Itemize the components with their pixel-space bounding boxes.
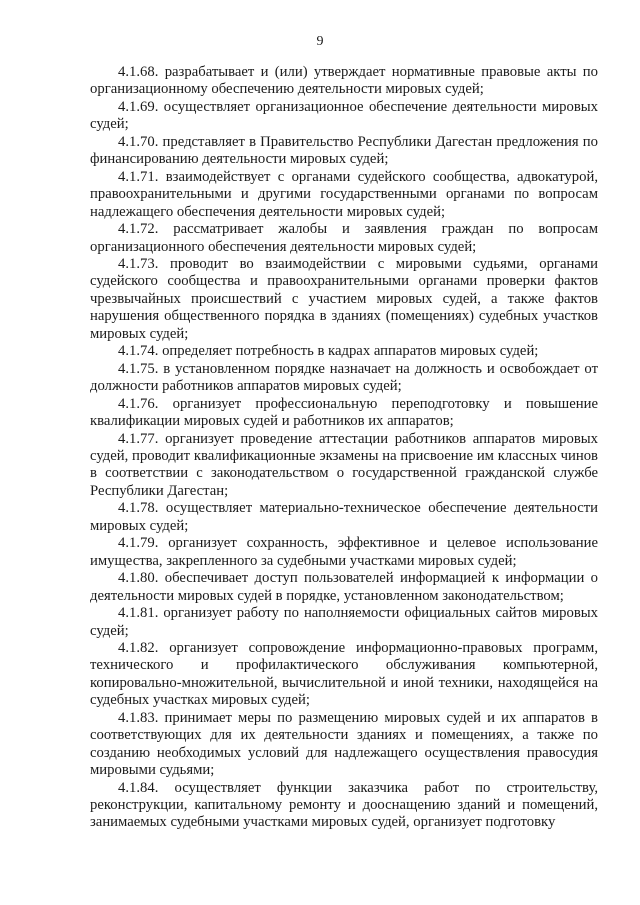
paragraph-4-1-73: 4.1.73. проводит во взаимодействии с мировыми судьями, органами судейского сообщества и правоохранительными органами проверки фактов чрезвычайных происшествий с участием мировых судей, а также фактов нарушения общественного порядка в зданиях (помещениях) судебных участков мировых судей; xyxy=(90,255,598,342)
paragraph-4-1-80: 4.1.80. обеспечивает доступ пользователей информацией к информации о деятельности мировых судей в порядке, установленном законодательством; xyxy=(90,570,598,604)
paragraph-4-1-77: 4.1.77. организует проведение аттестации работников аппаратов мировых судей, проводит квалификационные экзамены на присвоение им классных чинов в соответствии с законодательством о государственной гражданской службе Республики Дагестан; xyxy=(90,430,598,499)
paragraph-4-1-81: 4.1.81. организует работу по наполняемости официальных сайтов мировых судей; xyxy=(90,605,598,639)
paragraph-4-1-69: 4.1.69. осуществляет организационное обеспечение деятельности мировых судей; xyxy=(90,98,598,133)
paragraph-4-1-71: 4.1.71. взаимодействует с органами судейского сообщества, адвокатурой, правоохранительными и другими государственными органами по вопросам надлежащего обеспечения деятельности мировых судей; xyxy=(90,168,598,220)
paragraph-4-1-83: 4.1.83. принимает меры по размещению мировых судей и их аппаратов в соответствующих для их деятельности зданиях и помещениях, а также по созданию необходимых условий для надлежащего осуществления правосудия мировыми судьями; xyxy=(90,709,598,779)
paragraph-4-1-70: 4.1.70. представляет в Правительство Республики Дагестан предложения по финансированию деятельности мировых судей; xyxy=(90,133,598,168)
paragraph-4-1-68: 4.1.68. разрабатывает и (или) утверждает нормативные правовые акты по организационному обеспечению деятельности мировых судей; xyxy=(90,64,598,98)
paragraph-4-1-74: 4.1.74. определяет потребность в кадрах аппаратов мировых судей; xyxy=(118,343,539,360)
paragraph-4-1-82: 4.1.82. организует сопровождение информационно-правовых программ, технического и профилактического обслуживания компьютерной, копировально-множительной, вычислительной и иной техники, находящейся на судебных участках мировых судей; xyxy=(90,639,598,709)
paragraph-4-1-79: 4.1.79. организует сохранность, эффективное и целевое использование имущества, закрепленного за судебными участками мировых судей; xyxy=(90,535,598,569)
document-body xyxy=(90,64,598,832)
paragraph-4-1-72: 4.1.72. рассматривает жалобы и заявления граждан по вопросам организационного обеспечения деятельности мировых судей; xyxy=(90,221,598,255)
paragraph-4-1-84: 4.1.84. осуществляет функции заказчика работ по строительству, реконструкции, капитальному ремонту и дооснащению зданий и помещений, занимаемых судебными участками мировых судей, организует подготовку xyxy=(90,779,598,831)
paragraph-4-1-78: 4.1.78. осуществляет материально-техническое обеспечение деятельности мировых судей; xyxy=(90,500,598,534)
paragraph-4-1-76: 4.1.76. организует профессиональную переподготовку и повышение квалификации мировых судей и работников их аппаратов; xyxy=(90,395,598,430)
page-number: 9 xyxy=(316,34,324,49)
paragraph-4-1-75: 4.1.75. в установленном порядке назначает на должность и освобождает от должности работников аппаратов мировых судей; xyxy=(90,360,598,395)
